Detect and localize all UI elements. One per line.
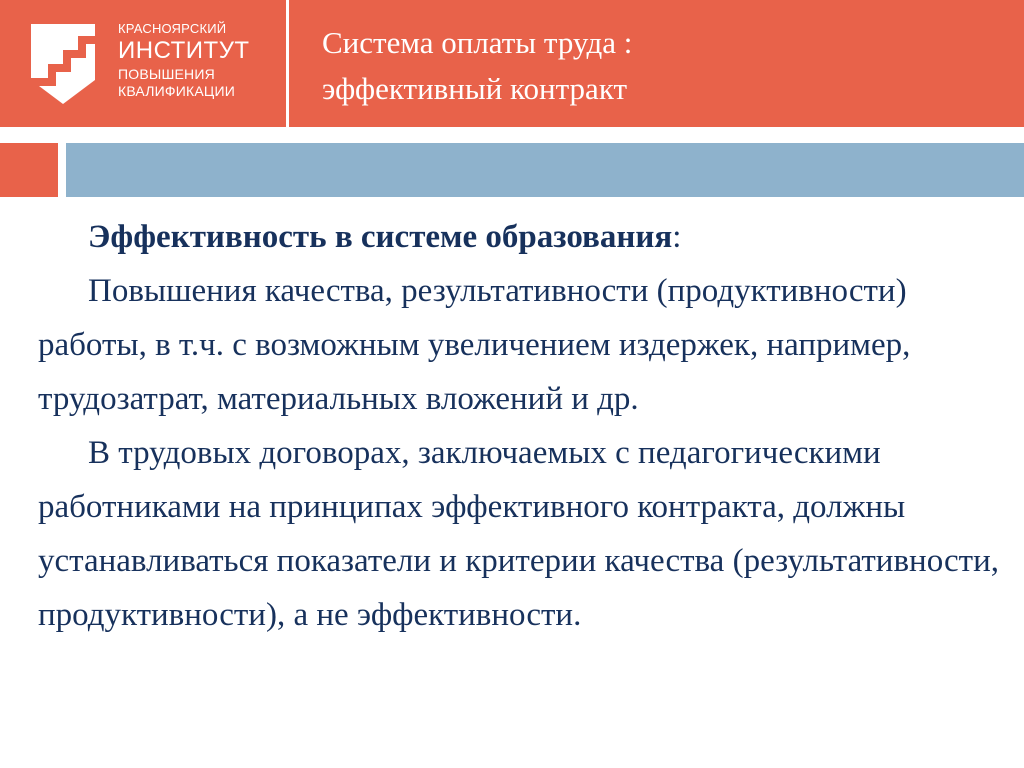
institute-name-line4: КВАЛИФИКАЦИИ xyxy=(118,83,236,99)
body-paragraph-1: Повышения качества, результативности (продуктивности) работы, в т.ч. с возможным увеличением издержек, например, трудозатрат, материальных вложений и др. xyxy=(38,273,911,417)
slide-title xyxy=(322,20,1002,112)
slide-body xyxy=(38,210,1010,642)
institute-name xyxy=(118,22,280,101)
accent-stripe xyxy=(66,143,1024,197)
body-heading-colon: : xyxy=(672,219,682,255)
body-heading xyxy=(38,210,1010,264)
institute-name-line3: ПОВЫШЕНИЯ xyxy=(118,66,215,82)
accent-square xyxy=(0,143,58,197)
institute-name-line1: КРАСНОЯРСКИЙ xyxy=(118,21,227,36)
slide-title-line1: Система оплаты труда : xyxy=(322,25,633,60)
stairs-shield-icon xyxy=(28,22,98,106)
body-heading-bold: Эффективность в системе образования xyxy=(88,219,673,255)
header-bar xyxy=(0,0,1024,127)
institute-logo xyxy=(0,0,284,127)
slide-title-line2: эффективный контракт xyxy=(322,71,628,106)
header-divider xyxy=(286,0,289,127)
institute-name-line2: ИНСТИТУТ xyxy=(118,37,250,64)
body-paragraph-2: В трудовых договорах, заключаемых с педагогическими работниками на принципах эффективного контракта, должны устанавливаться показатели и критерии качества (результативности, продуктивности), а не эффективности. xyxy=(38,435,1000,633)
